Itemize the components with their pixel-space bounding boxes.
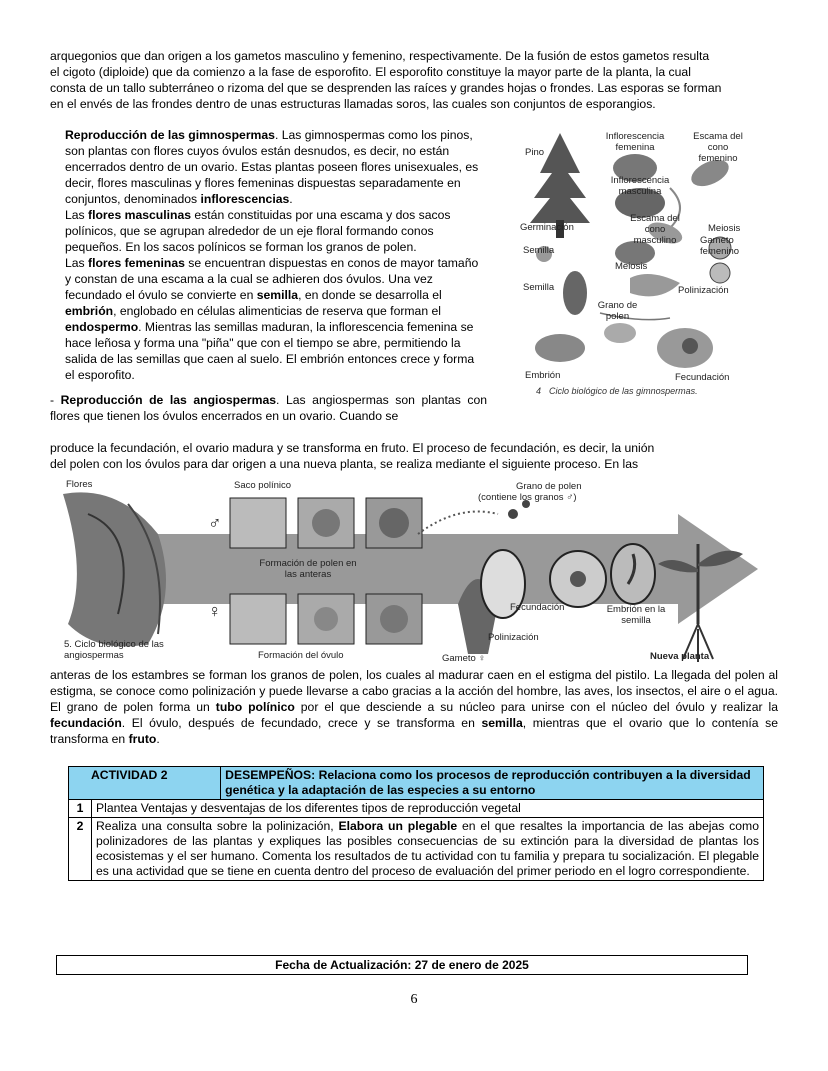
fig5-grano-polen-label: Grano de polen [516, 481, 582, 492]
fig5-gameto-label: Gameto ♀ [442, 653, 486, 664]
angiospermas-line-3: del polen con los óvulos para dar origen a una nueva planta, se realiza mediante el siguiente proceso. En las [50, 457, 639, 471]
after-text-3: . El óvulo, después de fecundado, crece y se transforma en [121, 716, 482, 730]
embrion-term: embrión [65, 304, 114, 318]
fig4-meiosis-label-1: Meiosis [708, 223, 741, 234]
fig4-embrion-label: Embrión [525, 370, 561, 381]
fecundacion-term: fecundación [50, 716, 122, 730]
flores-masculinas-term: flores masculinas [88, 208, 192, 222]
activity-desempenos: DESEMPEÑOS: Relaciona como los procesos de reproducción contribuyen a la diversidad genética y la adaptación de las especies a su entorno [221, 767, 764, 800]
fig5-nueva-planta-label: Nueva planta [650, 651, 710, 662]
after-text-1: anteras de los estambres se forman los granos de polen, los cuales al madurar caen en el estigma del pistilo. La llegada del polen al estigma, se conoce como polinización y puede llevarse a cabo gracias a la acción del hombre, las aves, los insectos, el aire o el agua. El grano de polen forma un [50, 668, 778, 714]
fig5-saco-polinico-label: Saco polínico [234, 480, 292, 491]
fig4-gameto-fem-label: Gameto femenino [700, 235, 740, 257]
page-number: 6 [410, 992, 418, 1007]
intro-line-2: el cigoto (diploide) que da comienzo a la fase de esporofito. El esporofito constituye la mayor parte de la planta, la cual [50, 65, 691, 79]
fig5-embrion-label: Embrión en la semilla [606, 604, 666, 626]
fig4-caption-text: Ciclo biológico de las gimnospermas. [549, 386, 698, 396]
masc-pre: Las [65, 208, 89, 222]
fig5-flores-label: Flores [66, 479, 93, 490]
angiospermas-text: . Las angiospermas son plantas con flores que tienen los óvulos encerrados en un ovario. Cuando se [50, 393, 488, 423]
activity-table [68, 766, 764, 881]
fig4-fecundacion-label: Fecundación [675, 372, 730, 383]
fig4-semilla-label-1: Semilla [523, 245, 555, 256]
fig5-formacion-polen-label: Formación de polen en las anteras [259, 558, 357, 580]
fig5-grano-contiene-label: (contiene los granos ♂) [478, 492, 577, 503]
fig4-infl-fem-label: Inflorescencia femenina [605, 131, 665, 153]
fem-text-2: , en donde se desarrolla el [298, 288, 442, 302]
fig5-formacion-ovulo-label: Formación del óvulo [258, 650, 344, 661]
flores-femeninas-term: flores femeninas [88, 256, 185, 270]
after-text-5: . [156, 732, 160, 746]
activity-row-1 [69, 800, 764, 818]
endospermo-term: endospermo [65, 320, 139, 334]
fig4-germinacion-label: Germinación [520, 222, 574, 233]
fig4-polinizacion-label: Polinización [678, 285, 729, 296]
angiospermas-intro [50, 392, 487, 424]
masc-text: están constituidas por una escama y dos sacos polínicos, que se agrupan alrededor de un eje floral formando conos pequeños. En los sacos polínicos se forman los granos de polen. [65, 208, 451, 254]
activity-row-1-num: 1 [69, 800, 92, 818]
intro-line-3: consta de un tallo subterráneo o rizoma del que se desprenden las raíces y grandes hojas o frondes. Las esporas se forman [50, 81, 722, 95]
gimnospermas-section [65, 127, 487, 383]
fruto-term: fruto [128, 732, 157, 746]
angiospermas-dash: - [50, 393, 61, 407]
inflorescencias-term: inflorescencias [200, 192, 290, 206]
activity-row-2-pre: Realiza una consulta sobre la polinización, [96, 819, 339, 833]
fem-text-1: se encuentran dispuestas en conos de mayor tamaño y constan de una escama a la cual se adhieren dos óvulos. Una vez fecundado el óvulo se convierte en [65, 256, 479, 302]
activity-row-2-num: 2 [69, 818, 92, 881]
fig4-caption [522, 386, 742, 397]
fig4-meiosis-label-2: Meiosis [615, 261, 648, 272]
update-date-footer: Fecha de Actualización: 27 de enero de 2025 [56, 955, 748, 975]
fig4-grano-polen-label: Grano de polen [597, 300, 638, 322]
fig5-polinizacion-label: Polinización [488, 632, 539, 643]
fig5-male-symbol: ♂ [208, 513, 222, 533]
intro-line-4: en el envés de las frondes dentro de unas estructuras llamadas soros, las cuales son conjuntos de esporangios. [50, 97, 656, 111]
fig5-fecundacion-label: Fecundación [510, 602, 565, 613]
fig4-pino-label: Pino [525, 147, 545, 158]
fem-text-4: . Mientras las semillas maduran, la inflorescencia femenina se hace leñosa y forma una "piña" que con el tiempo se abre, permitiendo la salida de las semillas que caen al suelo. El embrión entonces crece y forma el esporofito. [65, 320, 475, 382]
after-figure-paragraph [50, 667, 778, 747]
gimnospermas-cycle-figure [520, 128, 755, 384]
angiospermas-cycle-figure [58, 474, 766, 666]
fig4-infl-masc-label: Inflorescencia masculina [610, 175, 670, 197]
intro-line-1: arquegonios que dan origen a los gametos masculino y femenino, respectivamente. De la fusión de estos gametos resulta [50, 49, 710, 63]
angiospermas-title: Reproducción de las angiospermas [60, 393, 277, 407]
fig4-escama-fem-label: Escama del cono femenino [693, 131, 743, 164]
tubo-polinico-term: tubo polínico [215, 700, 295, 714]
gimnospermas-title: Reproducción de las gimnospermas [65, 128, 275, 142]
activity-label: ACTIVIDAD 2 [69, 767, 221, 800]
fig5-female-symbol: ♀ [208, 601, 222, 621]
semilla-term: semilla [256, 288, 299, 302]
period: . [289, 192, 293, 206]
after-text-4: , mientras que el ovario que lo contenía se transforma en [50, 716, 779, 746]
fig4-caption-number: 4 [536, 386, 542, 396]
fig4-semilla-label-2: Semilla [523, 282, 555, 293]
after-text-2: por el que desciende a su núcleo para unirse con el núcleo del óvulo y realizar la [294, 700, 779, 714]
activity-row-2-text [92, 818, 764, 881]
fig5-caption: 5. Ciclo biológico de las angiospermas [64, 639, 164, 661]
angiospermas-cycle-illustration [58, 474, 766, 666]
plegable-term: Elabora un plegable [338, 819, 458, 833]
gimnospermas-text: . Las gimnospermas como los pinos, son plantas con flores cuyos óvulos están desnudos, es decir, no están encerrados dentro de un ovario. Estas plantas poseen flores unisexuales, es decir, flores masculinas y flores femeninas dispuestas separadamente en conjuntos, denominados [65, 128, 479, 206]
activity-row-2 [69, 818, 764, 881]
activity-row-2-post: en el que resaltes la importancia de las abejas como polinizadores de las plantas y expliques las posibles consecuencias de su extinción para la diversidad de plantas los ecosistemas y el ser humano. Comenta los resultados de tu actividad con tu familia y prepara tu socialización. El plegable es una actividad que se tiene en cuenta dentro del proceso de evaluación del primer periodo en el logro correspondiente. [96, 819, 759, 878]
activity-header-row [69, 767, 764, 800]
semilla-term-2: semilla [481, 716, 523, 730]
angiospermas-line-2: produce la fecundación, el ovario madura y se transforma en fruto. El proceso de fecundación, es decir, la unión [50, 441, 655, 455]
fig4-escama-masc-label: Escama del cono masculino [630, 213, 680, 246]
fem-pre: Las [65, 256, 89, 270]
fem-text-3: , englobado en células alimenticias de reserva que forman el [113, 304, 441, 318]
activity-row-1-text: Plantea Ventajas y desventajas de los diferentes tipos de reproducción vegetal [92, 800, 764, 818]
